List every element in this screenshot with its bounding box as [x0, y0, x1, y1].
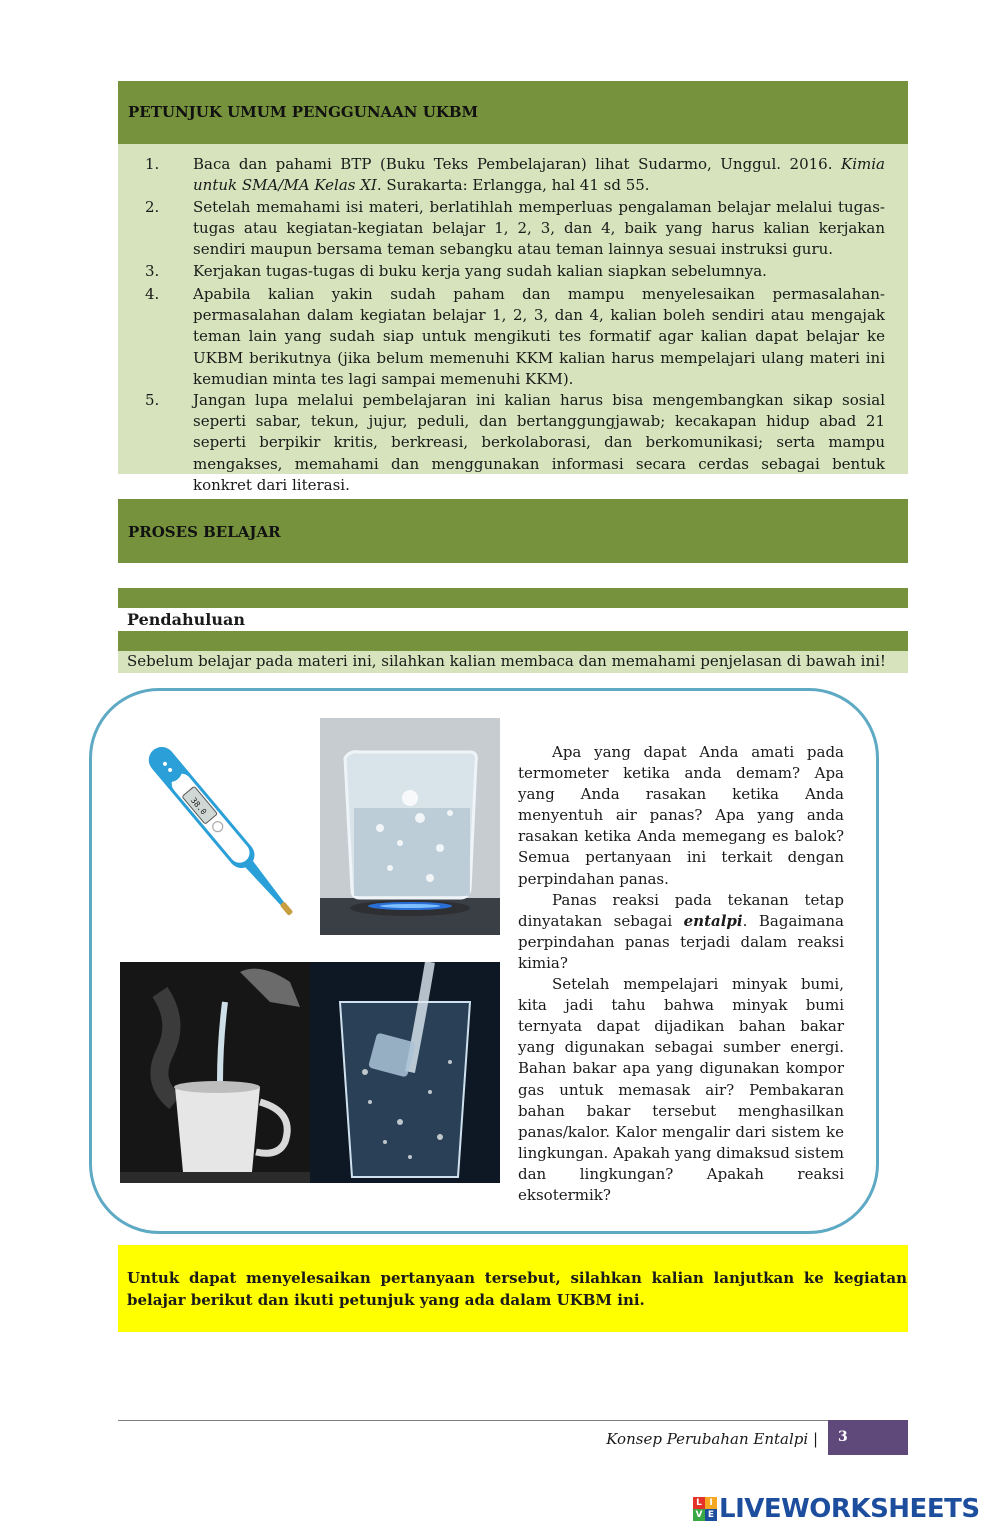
section-header-petunjuk [118, 81, 908, 144]
divider-bar [118, 588, 908, 608]
story-paragraph: Setelah mempelajari minyak bumi, kita jadi tahu bahwa minyak bumi ternyata dapat dijadikan bahan bakar yang digunakan sebagai sumber energi. Bahan bakar apa yang digunakan kompor gas untuk memasak air? Pembakaran bahan bakar tersebut menghasilkan panas/kalor. Kalor mengalir dari sistem ke lingkungan. Apakah yang dimaksud sistem dan lingkungan? Apakah reaksi eksotermik? [518, 975, 845, 1204]
item-text: Setelah memahami isi materi, berlatihlah memperluas pengalaman belajar melalui tugas-tugas atau kegiatan-kegiatan belajar 1, 2, 3, dan 4, baik yang harus kalian kerjakan sendiri maupun bersama teman sebangku atau teman lainnya sesuai instruksi guru. [193, 198, 885, 259]
notice-box [118, 1245, 908, 1332]
item-text: Kerjakan tugas-tugas di buku kerja yang sudah kalian siapkan sebelumnya. [193, 262, 767, 280]
item-number: 4. [145, 285, 160, 303]
keyword-entalpi: entalpi [683, 911, 743, 930]
liveworksheets-logo [693, 1494, 980, 1524]
instruction-list [118, 144, 908, 494]
beaker-on-stove-image [320, 718, 500, 935]
page-number-box [828, 1420, 908, 1455]
thermometer-image [118, 718, 313, 933]
item-number: 1. [145, 155, 160, 173]
story-paragraph: Panas reaksi pada tekanan tetap dinyatakan sebagai entalpi. Bagaimana perpindahan panas terjadi dalam reaksi kimia? [518, 890, 844, 972]
notice-text: Untuk dapat menyelesaikan pertanyaan tersebut, silahkan kalian lanjutkan ke kegiatan belajar berikut dan ikuti petunjuk yang ada dalam UKBM ini. [127, 1269, 907, 1309]
thermometer-display: 38.0 [188, 795, 209, 817]
brand-name: LIVEWORKSHEETS [719, 1494, 980, 1524]
item-number: 3. [145, 262, 160, 280]
section-header-proses [118, 499, 908, 563]
item-text: Jangan lupa melalui pembelajaran ini kalian harus bisa mengembangkan sikap sosial seperti sabar, tekun, jujur, peduli, dan bertanggungjawab; kecakapan hidup abad 21 seperti berpikir kritis, berkreasi, berkolaborasi, dan berkomunikasi; serta mampu mengakses, memahami dan menggunakan informasi secara cerdas sebagai bentuk konkret dari literasi. [193, 391, 885, 494]
intro-text: Sebelum belajar pada materi ini, silahkan kalian membaca dan memahami penjelasan di bawah ini! [127, 652, 886, 670]
footer-rule [118, 1420, 828, 1421]
divider-bar [118, 631, 908, 651]
item-text: Baca dan pahami BTP (Buku Teks Pembelajaran) lihat Sudarmo, Unggul. 2016. Kimia untuk SMA/MA Kelas XI. Surakarta: Erlangga, hal 41 sd 55. [193, 155, 885, 195]
section-title: PROSES BELAJAR [128, 523, 281, 541]
page-number: 3 [838, 1429, 848, 1445]
mug-hot-water-image [120, 962, 310, 1183]
footer-title: Konsep Perubahan Entalpi | [606, 1430, 818, 1448]
item-number: 2. [145, 198, 160, 216]
story-text [518, 742, 844, 1206]
item-text: Apabila kalian yakin sudah paham dan mampu menyelesaikan permasalahan-permasalahan dalam kegiatan belajar 1, 2, 3, dan 4, kalian boleh sendiri atau mengajak teman lain yang sudah siap untuk mengikuti tes formatif agar kalian dapat belajar ke UKBM berikutnya (jika belum memenuhi KKM kalian harus mempelajari ulang materi ini kemudian minta tes lagi sampai memenuhi KKM). [193, 285, 885, 388]
story-paragraph: Apa yang dapat Anda amati pada termometer ketika anda demam? Apa yang Anda rasakan ketika Anda menyentuh air panas? Apa yang anda rasakan ketika Anda memegang es balok? Semua pertanyaan ini terkait dengan perpindahan panas. [518, 743, 844, 888]
pendahuluan-title: Pendahuluan [127, 610, 245, 629]
item-number: 5. [145, 391, 160, 409]
subsection-title [118, 610, 908, 630]
live-mark-icon: L I V E [693, 1497, 717, 1521]
glass-ice-water-image [310, 962, 500, 1183]
intro-line [118, 651, 908, 673]
section-title: PETUNJUK UMUM PENGGUNAAN UKBM [128, 103, 479, 121]
